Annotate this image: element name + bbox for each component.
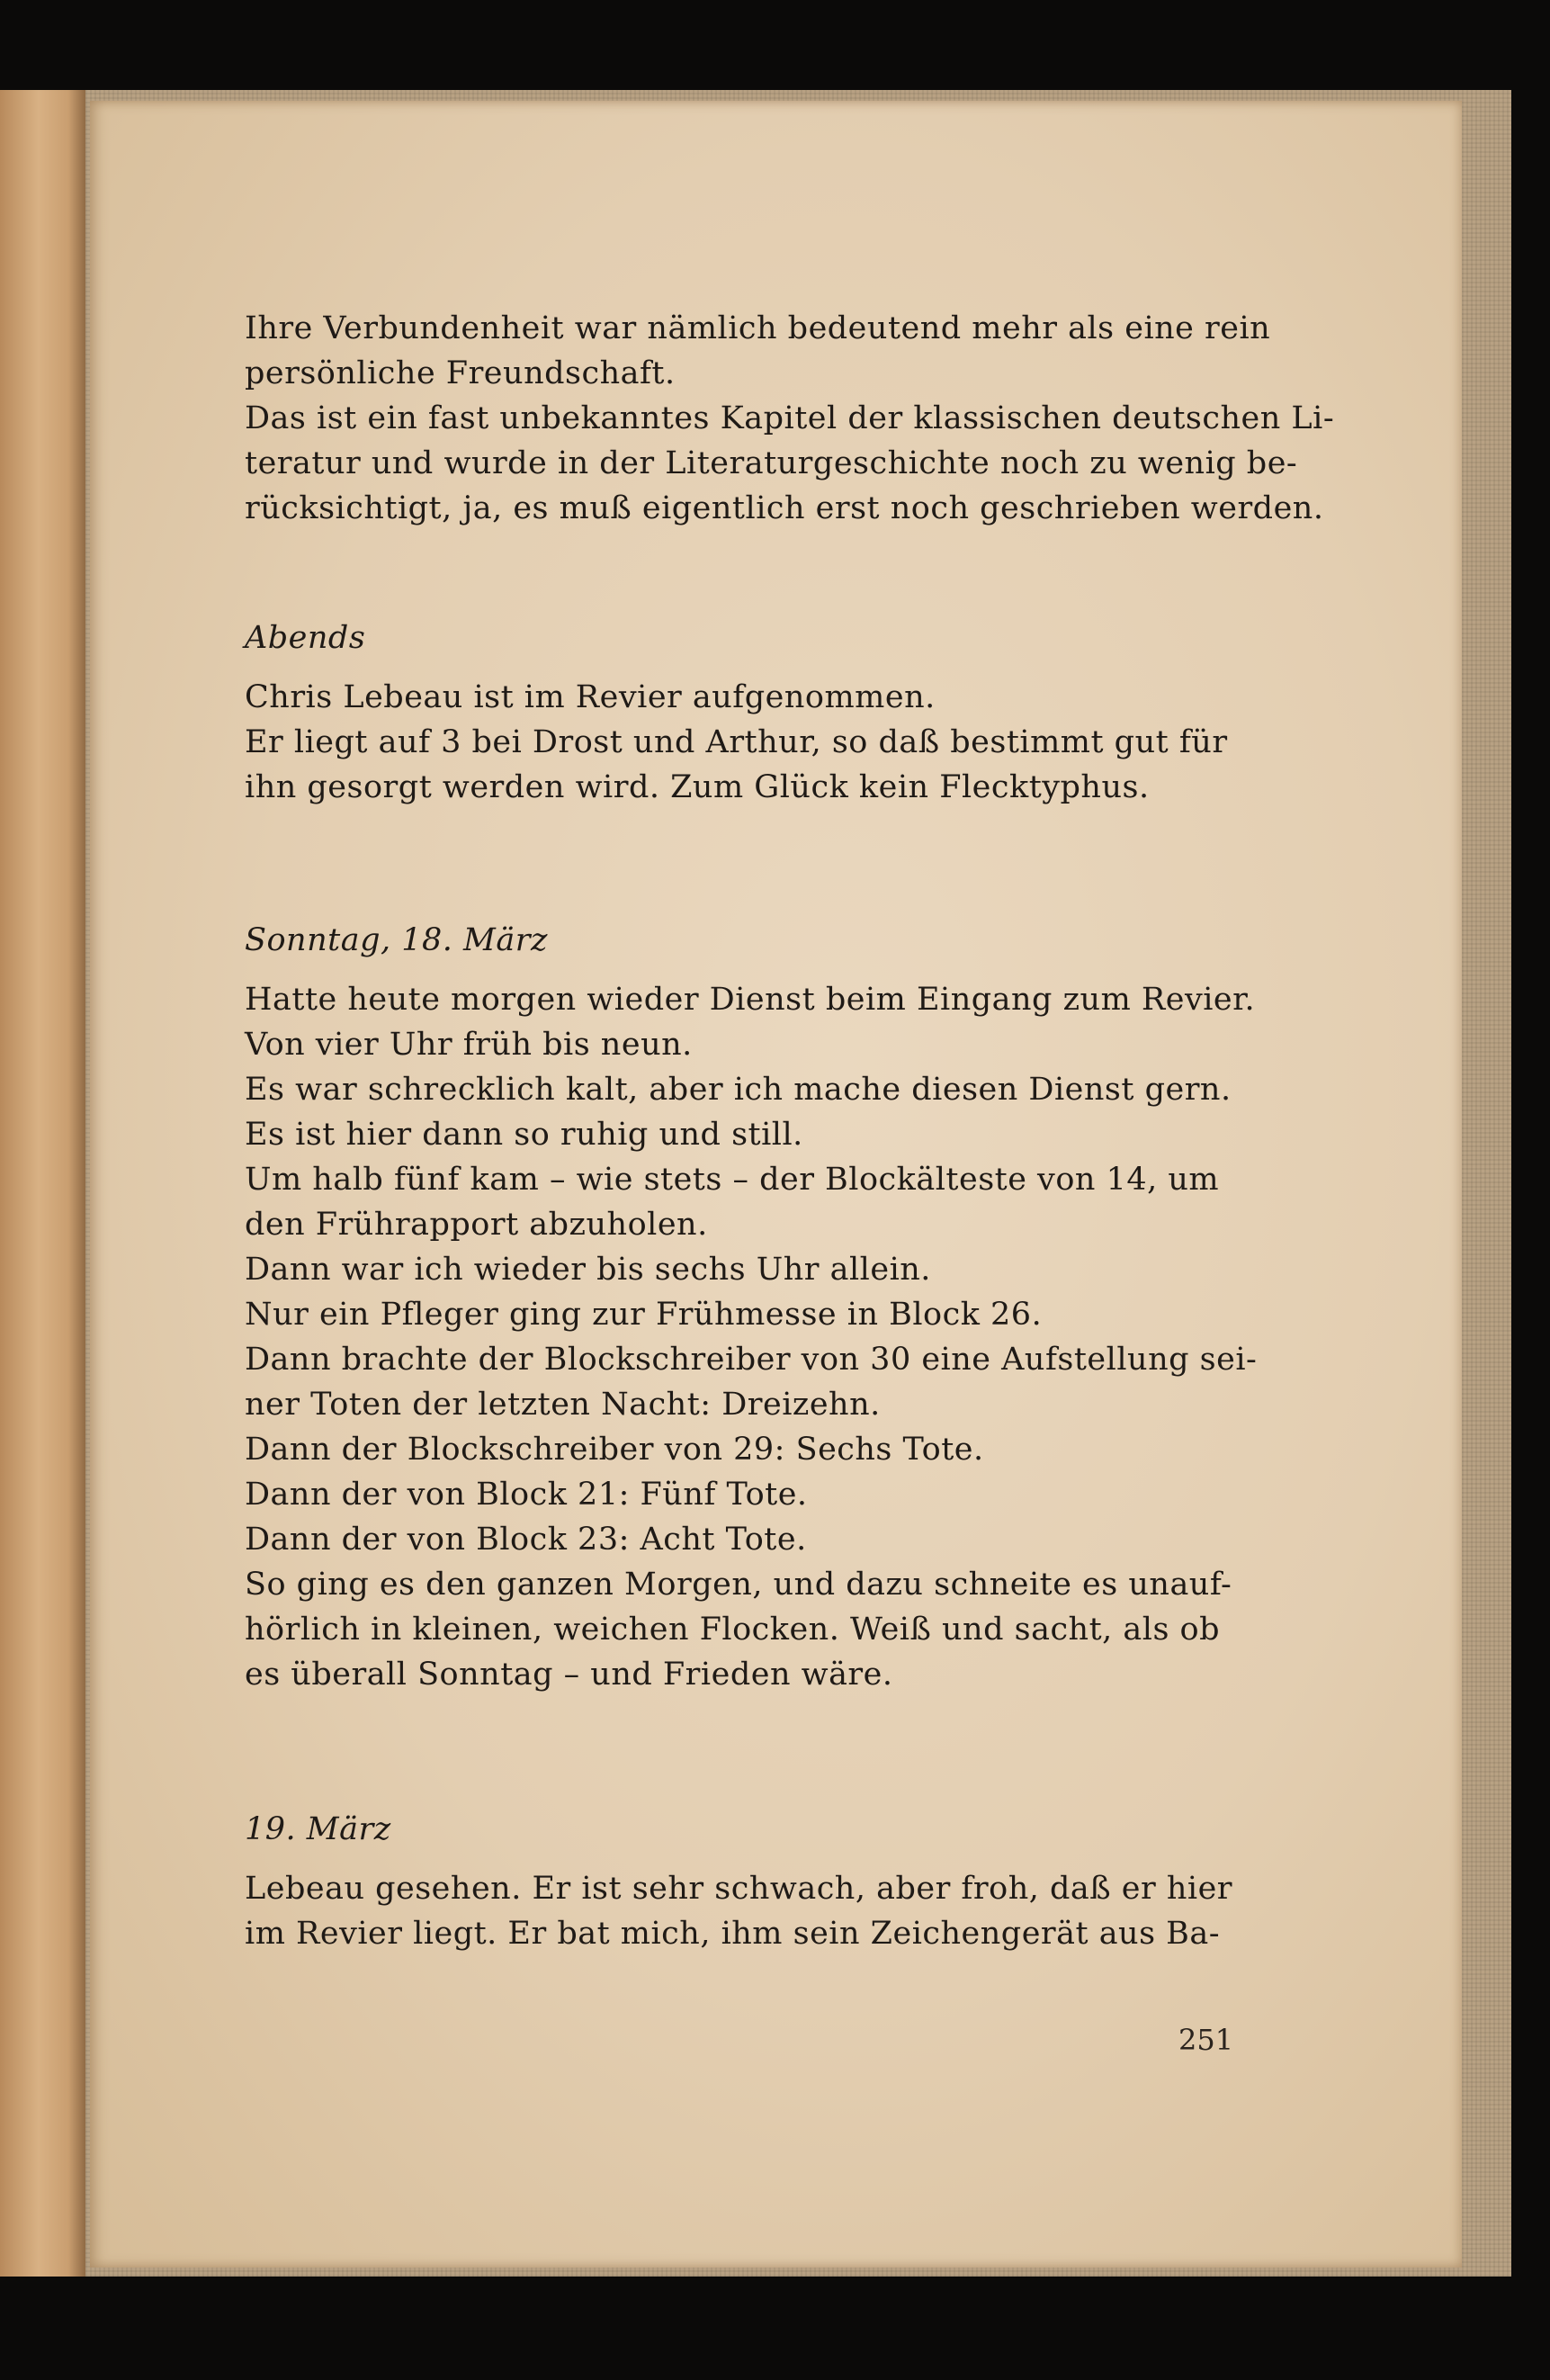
text-line: Ihre Verbundenheit war nämlich bedeutend mehr als eine rein xyxy=(245,310,1271,346)
text-line: Von vier Uhr früh bis neun. xyxy=(245,1027,693,1063)
text-line: den Frührapport abzuholen. xyxy=(245,1207,708,1243)
entry-sonntag-18-maerz xyxy=(245,918,1257,1697)
page-number: 251 xyxy=(1178,2023,1234,2057)
text-line: So ging es den ganzen Morgen, und dazu schneite es unauf- xyxy=(245,1567,1232,1603)
text-line: Dann der von Block 21: Fünf Tote. xyxy=(245,1477,808,1513)
paragraph-intro xyxy=(245,306,1334,531)
text-line: Es ist hier dann so ruhig und still. xyxy=(245,1117,803,1153)
text-line: Lebeau gesehen. Er ist sehr schwach, aber froh, daß er hier xyxy=(245,1871,1233,1907)
text-line: teratur und wurde in der Literaturgeschichte noch zu wenig be- xyxy=(245,445,1298,481)
text-line: Er liegt auf 3 bei Drost und Arthur, so daß bestimmt gut für xyxy=(245,724,1228,760)
text-line: Dann der von Block 23: Acht Tote. xyxy=(245,1522,807,1558)
entry-abends xyxy=(245,615,1228,810)
text-line: im Revier liegt. Er bat mich, ihm sein Zeichengerät aus Ba- xyxy=(245,1916,1221,1952)
text-line: Es war schrecklich kalt, aber ich mache diesen Dienst gern. xyxy=(245,1072,1232,1108)
text-line: Hatte heute morgen wieder Dienst beim Eingang zum Revier. xyxy=(245,982,1256,1018)
text-line: Nur ein Pfleger ging zur Frühmesse in Block 26. xyxy=(245,1297,1043,1333)
entry-19-maerz xyxy=(245,1807,1232,1956)
text-line: ihn gesorgt werden wird. Zum Glück kein Flecktyphus. xyxy=(245,769,1150,805)
text-line: Um halb fünf kam – wie stets – der Blockälteste von 14, um xyxy=(245,1162,1220,1198)
text-line: Chris Lebeau ist im Revier aufgenommen. xyxy=(245,679,936,715)
text-line: rücksichtigt, ja, es muß eigentlich erst noch geschrieben werden. xyxy=(245,490,1324,526)
text-line: Dann war ich wieder bis sechs Uhr allein. xyxy=(245,1252,931,1288)
text-line: Dann der Blockschreiber von 29: Sechs Tote. xyxy=(245,1432,984,1468)
text-line: Dann brachte der Blockschreiber von 30 eine Aufstellung sei- xyxy=(245,1342,1258,1378)
entry-heading: Abends xyxy=(245,620,366,656)
entry-heading: Sonntag, 18. März xyxy=(245,922,548,958)
text-line: es überall Sonntag – und Frieden wäre. xyxy=(245,1657,893,1693)
text-line: hörlich in kleinen, weichen Flocken. Weiß und sacht, als ob xyxy=(245,1612,1221,1648)
left-page-edge xyxy=(0,90,85,2277)
text-line: ner Toten der letzten Nacht: Dreizehn. xyxy=(245,1387,881,1423)
text-line: persönliche Freundschaft. xyxy=(245,355,676,391)
text-line: Das ist ein fast unbekanntes Kapitel der klassischen deutschen Li- xyxy=(245,400,1335,436)
entry-heading: 19. März xyxy=(245,1811,391,1847)
